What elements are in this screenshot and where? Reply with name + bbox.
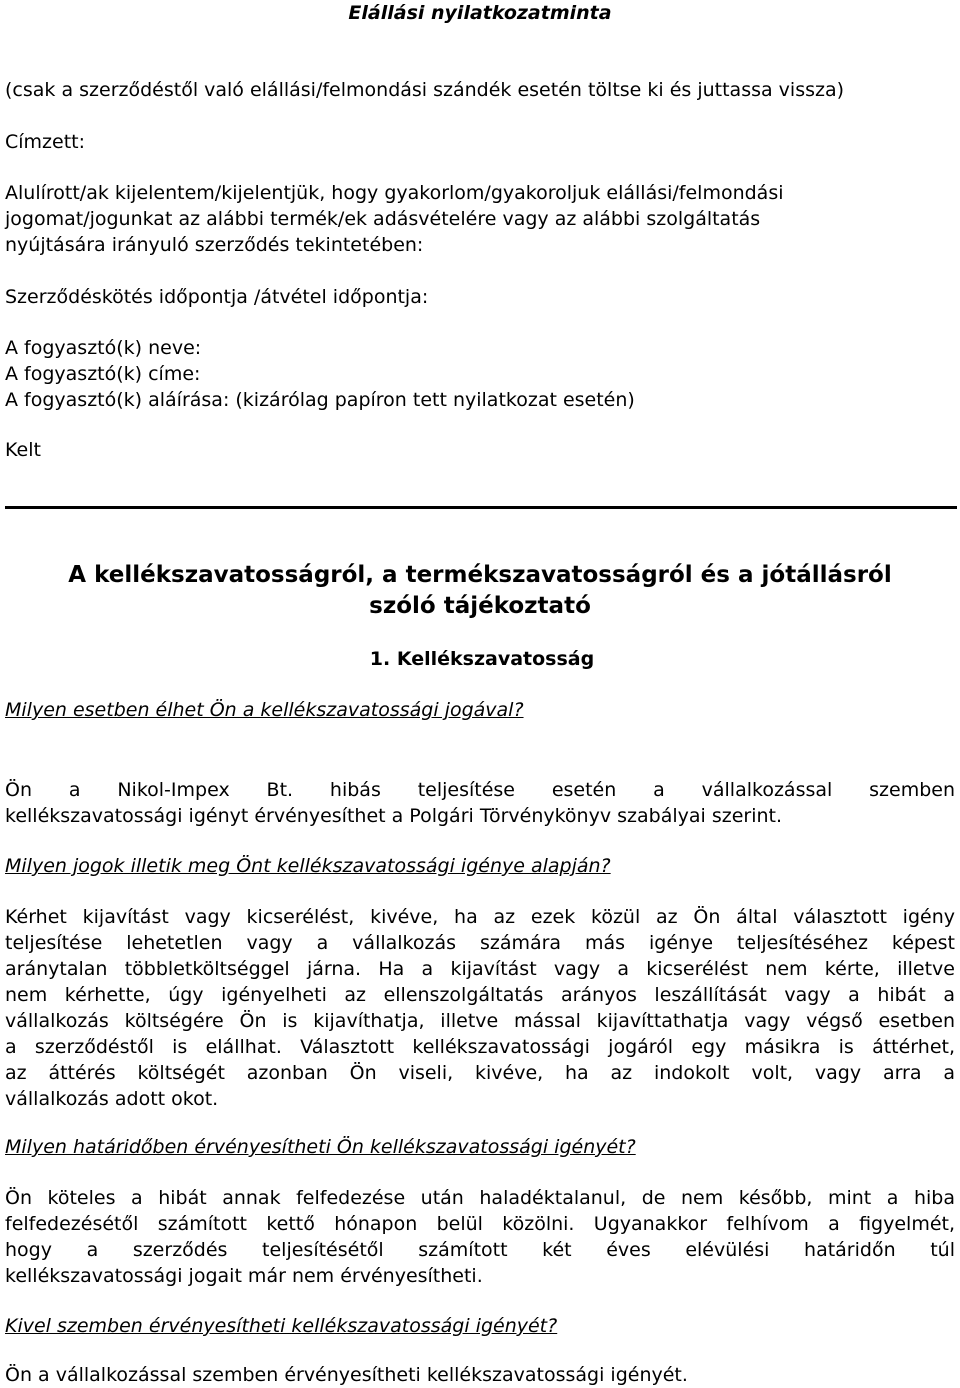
- question-2: Milyen jogok illetik meg Önt kellékszavatossági igénye alapján?: [5, 855, 611, 877]
- section-divider: [5, 506, 957, 509]
- info-heading-line: A kellékszavatosságról, a termékszavatosságról és a jótállásról: [68, 562, 892, 588]
- declaration-line: jogomat/jogunkat az alábbi termék/ek adásvételére vagy az alábbi szolgáltatás: [5, 208, 761, 230]
- contract-date-label: Szerződéskötés időpontja /átvétel időpontja:: [5, 286, 429, 308]
- declaration-paragraph: [5, 180, 955, 258]
- answer-3: [5, 1185, 955, 1289]
- info-heading-line: szóló tájékoztató: [369, 593, 591, 619]
- answer-line: teljesítése lehetetlen vagy a vállalkozás számára más igénye teljesítéséhez képest: [5, 932, 955, 954]
- dated-label: Kelt: [5, 439, 41, 461]
- answer-line: kellékszavatossági jogait már nem érvényesítheti.: [5, 1265, 483, 1287]
- declaration-line: Alulírott/ak kijelentem/kijelentjük, hogy gyakorlom/gyakoroljuk elállási/felmondási: [5, 182, 784, 204]
- question-3: Milyen határidőben érvényesítheti Ön kellékszavatossági igényét?: [5, 1136, 636, 1158]
- answer-line: Kérhet kijavítást vagy kicserélést, kivéve, ha az ezek közül az Ön által választott igény: [5, 906, 955, 928]
- form-title: Elállási nyilatkozatminta: [348, 2, 612, 24]
- answer-line: vállalkozás költségére Ön is kijavíthatja, illetve mással kijavíttathatja vagy végső esetben: [5, 1010, 955, 1032]
- consumer-signature-label: A fogyasztó(k) aláírása: (kizárólag papíron tett nyilatkozat esetén): [5, 389, 635, 411]
- question-4: Kivel szemben érvényesítheti kellékszavatossági igényét?: [5, 1315, 558, 1337]
- answer-2: [5, 904, 955, 1112]
- answer-line: Ön köteles a hibát annak felfedezése után haladéktalanul, de nem később, mint a hiba: [5, 1187, 955, 1209]
- recipient-label: Címzett:: [5, 131, 86, 153]
- answer-line: Ön a Nikol-Impex Bt. hibás teljesítése esetén a vállalkozással szemben: [5, 779, 955, 801]
- answer-line: aránytalan többletköltséggel járna. Ha a kijavítást vagy a kicserélést nem kérte, illetve: [5, 958, 955, 980]
- answer-line: az áttérés költségét azonban Ön viseli, kivéve, ha az indokolt volt, vagy arra a: [5, 1062, 955, 1084]
- answer-line: kellékszavatossági igényt érvényesíthet a Polgári Törvénykönyv szabályai szerint.: [5, 805, 783, 827]
- declaration-line: nyújtására irányuló szerződés tekintetében:: [5, 234, 424, 256]
- answer-4: Ön a vállalkozással szemben érvényesítheti kellékszavatossági igényét.: [5, 1364, 688, 1386]
- consumer-name-label: A fogyasztó(k) neve:: [5, 337, 202, 359]
- answer-line: a szerződéstől is elállhat. Választott kellékszavatossági jogáról egy másikra is áttérhet,: [5, 1036, 955, 1058]
- answer-line: nem kérhette, úgy igényelheti az ellenszolgáltatás arányos leszállítását vagy a hibát a: [5, 984, 955, 1006]
- question-1: Milyen esetben élhet Ön a kellékszavatossági jogával?: [5, 699, 524, 721]
- answer-line: felfedezésétől számított kettő hónapon belül közölni. Ugyanakkor felhívom a figyelmét,: [5, 1213, 955, 1235]
- answer-line: hogy a szerződés teljesítésétől számított két éves elévülési határidőn túl: [5, 1239, 955, 1261]
- consumer-address-label: A fogyasztó(k) címe:: [5, 363, 201, 385]
- section-title: 1. Kellékszavatosság: [369, 648, 595, 670]
- info-heading: [0, 560, 960, 622]
- answer-1: [5, 777, 955, 829]
- answer-line: vállalkozás adott okot.: [5, 1088, 219, 1110]
- instruction-text: (csak a szerződéstől való elállási/felmondási szándék esetén töltse ki és juttassa vissza): [5, 79, 845, 101]
